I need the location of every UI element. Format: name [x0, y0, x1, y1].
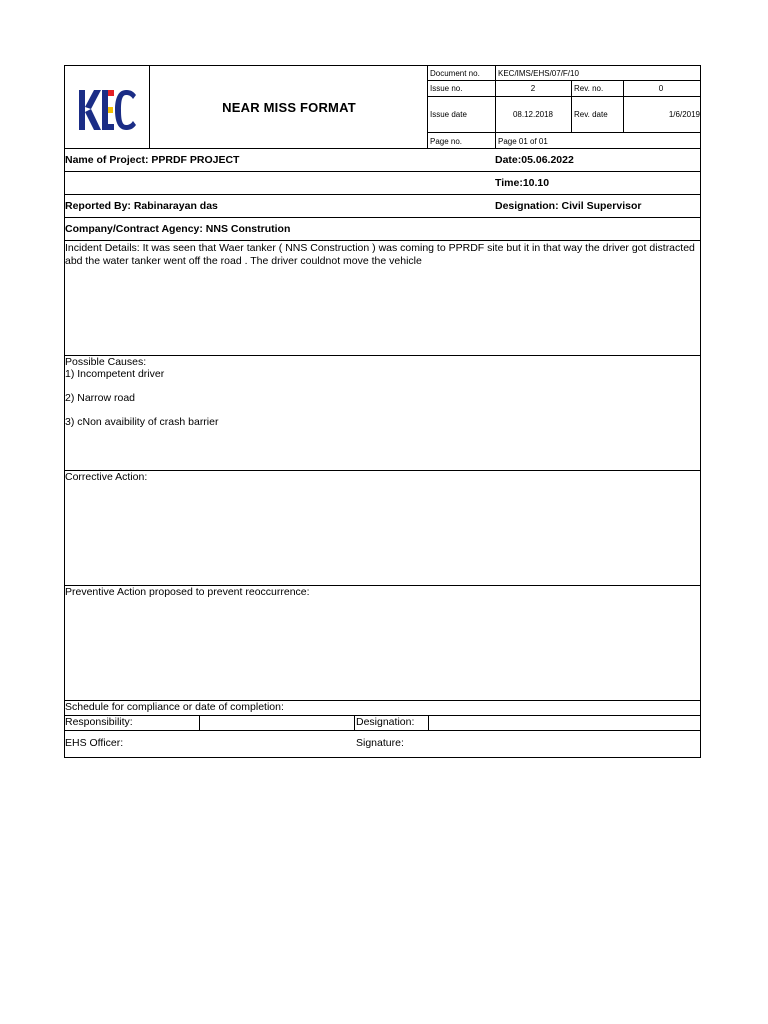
- issue-no-value: 2: [530, 84, 536, 93]
- page-no-label: Page no.: [430, 137, 463, 146]
- page-no-value: Page 01 of 01: [498, 137, 548, 146]
- preventive-action-label: Preventive Action proposed to prevent reoccurrence:: [65, 586, 310, 598]
- rev-no-value: 0: [658, 84, 664, 93]
- issue-no-label: Issue no.: [430, 84, 463, 93]
- incident-time: Time:10.10: [495, 177, 550, 189]
- designation-label: Designation:: [356, 716, 415, 728]
- rev-date-label: Rev. date: [574, 110, 608, 119]
- reporter-designation: Designation: Civil Supervisor: [495, 200, 642, 212]
- responsibility-field[interactable]: [200, 716, 353, 729]
- form-title: NEAR MISS FORMAT: [222, 99, 356, 115]
- cause-item: 2) Narrow road: [65, 392, 136, 404]
- issue-date-label: Issue date: [430, 110, 467, 119]
- responsibility-label: Responsibility:: [65, 716, 133, 728]
- document-no-label: Document no.: [430, 69, 480, 78]
- rev-date-value: 1/6/2019: [668, 110, 700, 119]
- reported-by: Reported By: Rabinarayan das: [65, 200, 218, 212]
- rev-no-label: Rev. no.: [574, 84, 604, 93]
- incident-details: Incident Details: It was seen that Waer tanker ( NNS Construction ) was coming to PPRDF site but it in that way the driver got distracted abd the water tanker went off the road . The driver couldnot move the vehicle: [65, 242, 695, 267]
- incident-date: Date:05.06.2022: [495, 154, 574, 166]
- cause-item: 1) Incompetent driver: [65, 368, 165, 380]
- designation-field[interactable]: [429, 716, 699, 729]
- schedule-label: Schedule for compliance or date of completion:: [65, 701, 284, 713]
- cause-item: 3) cNon avaibility of crash barrier: [65, 416, 219, 428]
- ehs-officer-label: EHS Officer:: [65, 737, 124, 749]
- document-no-value: KEC/IMS/EHS/07/F/10: [498, 69, 579, 78]
- near-miss-form: [64, 65, 701, 758]
- contract-agency: Company/Contract Agency: NNS Constrution: [65, 223, 291, 235]
- project-name: Name of Project: PPRDF PROJECT: [65, 154, 240, 166]
- kec-logo: [79, 90, 137, 130]
- possible-causes-label: Possible Causes:: [65, 356, 147, 368]
- issue-date-value: 08.12.2018: [512, 110, 554, 119]
- signature-label: Signature:: [356, 737, 404, 749]
- corrective-action-label: Corrective Action:: [65, 471, 148, 483]
